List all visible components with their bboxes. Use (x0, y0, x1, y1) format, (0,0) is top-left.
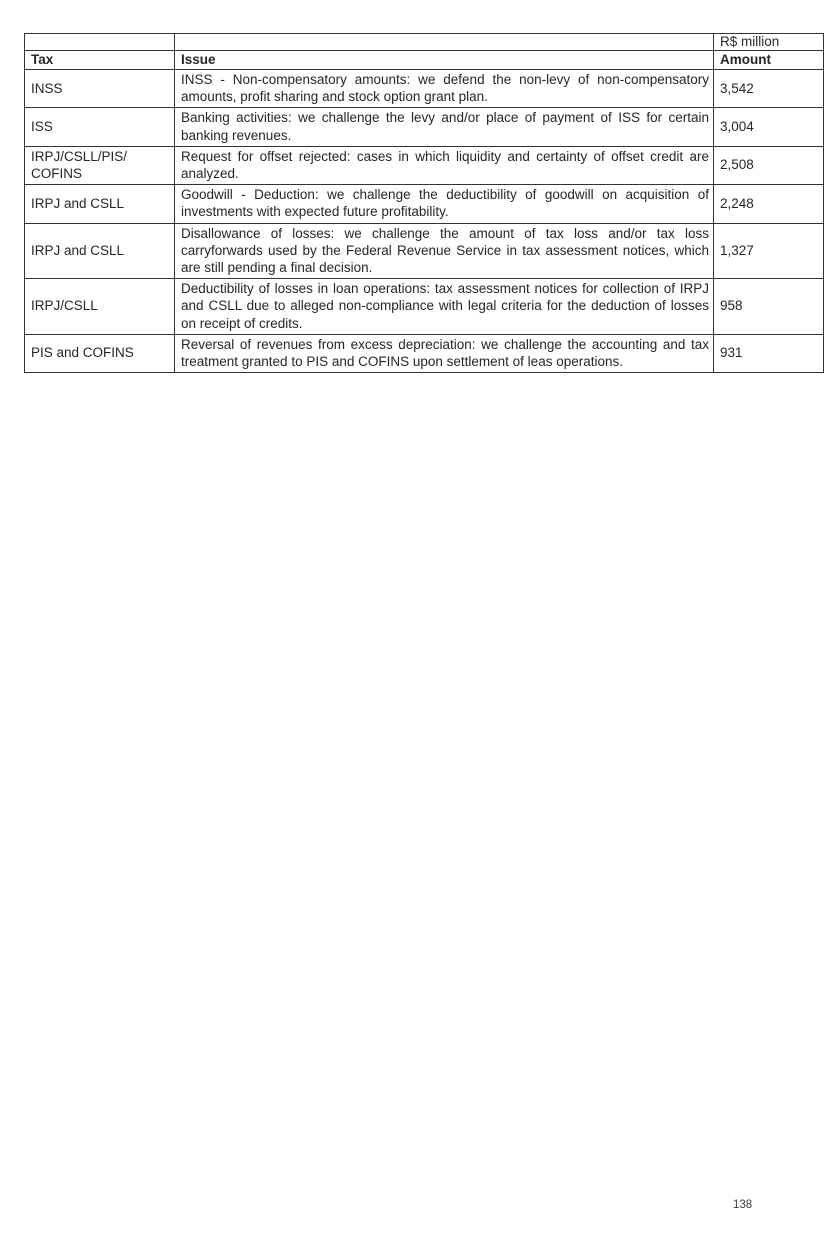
tax-contingencies-table (24, 33, 824, 373)
table-row (25, 279, 824, 335)
tax-cell: IRPJ/CSLL/PIS/ COFINS (25, 146, 175, 184)
tax-cell: IRPJ and CSLL (25, 185, 175, 223)
issue-cell: Reversal of revenues from excess depreciation: we challenge the accounting and tax treatment granted to PIS and COFINS upon settlement of leas operations. (175, 334, 714, 372)
tax-cell: ISS (25, 108, 175, 146)
table-row (25, 108, 824, 146)
amount-cell: 1,327 (714, 223, 824, 279)
tax-cell: IRPJ and CSLL (25, 223, 175, 279)
amount-cell: 2,248 (714, 185, 824, 223)
table-row (25, 70, 824, 108)
table-row (25, 334, 824, 372)
unit-label: R$ million (714, 34, 824, 51)
amount-cell: 958 (714, 279, 824, 335)
issue-cell: Disallowance of losses: we challenge the amount of tax loss and/or tax loss carryforwards used by the Federal Revenue Service in tax assessment notices, which are still pending a final decision. (175, 223, 714, 279)
tax-cell: IRPJ/CSLL (25, 279, 175, 335)
tax-cell: PIS and COFINS (25, 334, 175, 372)
amount-cell: 2,508 (714, 146, 824, 184)
column-header-issue: Issue (175, 51, 714, 70)
amount-cell: 3,542 (714, 70, 824, 108)
issue-cell: Deductibility of losses in loan operations: tax assessment notices for collection of IRPJ and CSLL due to alleged non-compliance with legal criteria for the deduction of losses on receipt of credits. (175, 279, 714, 335)
column-header-row (25, 51, 824, 70)
table-row (25, 185, 824, 223)
issue-cell: Request for offset rejected: cases in which liquidity and certainty of offset credit are analyzed. (175, 146, 714, 184)
issue-cell: INSS - Non-compensatory amounts: we defend the non-levy of non-compensatory amounts, profit sharing and stock option grant plan. (175, 70, 714, 108)
column-header-tax: Tax (25, 51, 175, 70)
empty-cell (175, 34, 714, 51)
table-row (25, 146, 824, 184)
amount-cell: 3,004 (714, 108, 824, 146)
empty-cell (25, 34, 175, 51)
unit-header-row (25, 34, 824, 51)
table-row (25, 223, 824, 279)
issue-cell: Banking activities: we challenge the levy and/or place of payment of ISS for certain banking revenues. (175, 108, 714, 146)
issue-cell: Goodwill - Deduction: we challenge the deductibility of goodwill on acquisition of investments with expected future profitability. (175, 185, 714, 223)
amount-cell: 931 (714, 334, 824, 372)
page-number: 138 (733, 1199, 753, 1211)
tax-cell: INSS (25, 70, 175, 108)
column-header-amount: Amount (714, 51, 824, 70)
